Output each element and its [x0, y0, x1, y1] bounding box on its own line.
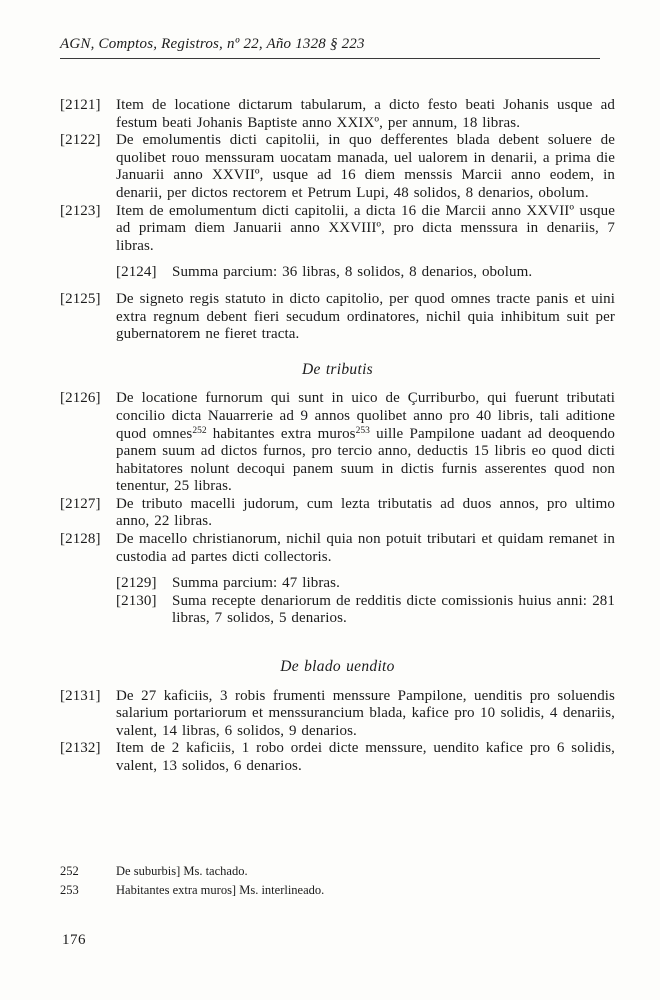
- entry-2121: [60, 97, 615, 132]
- entry-text: Summa parcium: 47 libras.: [172, 575, 340, 592]
- entry-text: Item de locatione dictarum tabularum, a dicto festo beati Johanis usque ad festum beati Johanis Baptiste anno XXIXº, per annum, 18 libras.: [116, 97, 615, 131]
- entry-text-part: De locatione furnorum qui sunt in uico de Çurriburbo, qui fuerunt tributati concilio dicta Nauarrerie ad 9 annos quolibet anno pro 40 libris, tali aditione quod omnes: [116, 390, 615, 442]
- entry-number: [2122]: [60, 132, 101, 149]
- entry-number: [2121]: [60, 97, 101, 113]
- section-heading-de-tributis: De tributis: [301, 360, 374, 378]
- footnote-number: 252: [60, 864, 79, 878]
- entry-text-part: uille Pampilone uadant ad deoquendo panem suum ad dictos furnos, pro tercio anno, deductis 15 libris eo quod dicti habitatores nolunt decoqui panem suum in dictis furnis asserentes quod non tenentur, 25 libras.: [116, 425, 615, 495]
- entry-number: [2127]: [60, 495, 101, 512]
- entry-text: De signeto regis statuto in dicto capitolio, per quod omnes tracte panis et uini extra regnum debent fieri secudum ordinatores, nichil quia inhibitum suit per gubernatorem ne fieret tracta.: [116, 290, 615, 343]
- entry-2126: [60, 390, 615, 496]
- entry-2127: [60, 496, 615, 531]
- entry-number: [2126]: [60, 390, 101, 407]
- entry-text: De 27 kaficiis, 3 robis frumenti menssure Pampilone, uenditis pro soluendis salarium portariorum et menssurancium blada, kafice pro 10 solidis, 4 denariis, valent, 14 libras, 6 solidos, 9 denarios.: [116, 687, 615, 739]
- footnote-text: Habitantes extra muros] Ms. interlineado.: [116, 883, 325, 897]
- document-body: [60, 97, 615, 776]
- footnote-ref-253: 253: [355, 425, 370, 436]
- entry-2125: [60, 291, 615, 344]
- entry-number: [2124]: [116, 264, 157, 281]
- entry-text: Summa parcium: 36 libras, 8 solidos, 8 denarios, obolum.: [172, 264, 533, 281]
- entry-2130-summa: [116, 593, 615, 628]
- footnote-252: [60, 862, 615, 881]
- entry-2132: [60, 740, 615, 775]
- entry-text: [116, 390, 615, 494]
- header-citation: AGN, Comptos, Registros, nº 22, Año 1328 § 223: [60, 36, 365, 52]
- entry-text: Item de emolumentum dicti capitolii, a dicta 16 die Marcii anno XXVIIº usque ad primam diem Januarii anno XXVIIIº, pro dicta menssura in denariis, 7 libras.: [116, 202, 615, 254]
- entry-text: De emolumentis dicti capitolii, in quo defferentes blada debent soluere de quolibet rouo menssuram uocatam manada, uel ualorem in denarii, a prima die Januarii anno XXVIIº, usque ad 16 diem menssis Marcii anno eodem, in denarii, per dictos rectorem et Petrum Lupi, 48 solidos, 8 denarios, obolum.: [116, 132, 615, 201]
- footnote-number: 253: [60, 883, 79, 897]
- page-header: [60, 36, 615, 59]
- entry-2122: [60, 132, 615, 202]
- entry-text: De tributo macelli judorum, cum lezta tributatis ad duos annos, pro ultimo anno, 22 libras.: [116, 495, 615, 530]
- entry-text: Suma recepte denariorum de redditis dicte comissionis huius anni: 281 libras, 7 solidos, 5 denarios.: [172, 592, 615, 627]
- entry-2129-summa: [116, 575, 615, 593]
- entry-2123: [60, 203, 615, 256]
- footnotes-section: [60, 862, 615, 900]
- page-number: 176: [62, 932, 86, 948]
- section-heading-de-blado-uendito: De blado uendito: [280, 658, 395, 676]
- entry-number: [2123]: [60, 202, 101, 219]
- entry-number: [2125]: [60, 290, 101, 307]
- entry-2124-summa: [116, 264, 615, 282]
- header-rule: [60, 58, 600, 59]
- entry-text-part: habitantes extra muros: [206, 425, 356, 442]
- entry-text: De macello christianorum, nichil quia non potuit tributari et quidam remanet in custodia ad partes dicti collectoris.: [116, 531, 615, 565]
- entry-number: [2129]: [116, 575, 157, 592]
- entry-2128: [60, 531, 615, 566]
- entry-number: [2131]: [60, 687, 101, 704]
- entry-text: Item de 2 kaficiis, 1 robo ordei dicte menssure, uendito kafice pro 6 solidis, valent, 13 solidos, 6 denarios.: [116, 740, 615, 774]
- entry-2131: [60, 688, 615, 741]
- entry-number: [2128]: [60, 531, 101, 548]
- footnote-text: De suburbis] Ms. tachado.: [116, 864, 248, 878]
- entry-number: [2130]: [116, 592, 157, 609]
- footnote-ref-252: 252: [192, 425, 207, 436]
- entry-number: [2132]: [60, 740, 101, 757]
- footnote-253: [60, 881, 615, 900]
